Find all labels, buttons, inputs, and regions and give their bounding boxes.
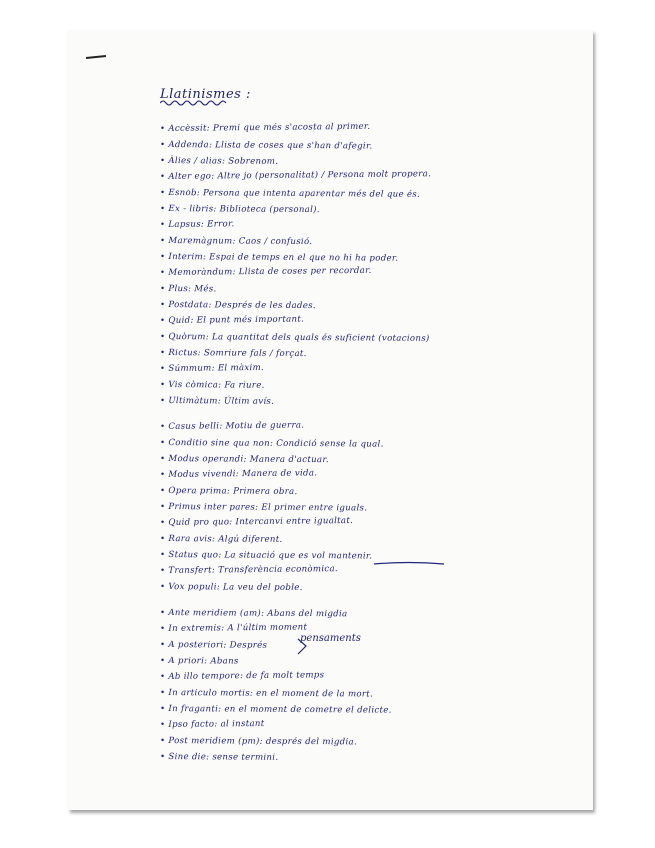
list-item: • Súmmum: El màxim. [159,362,265,374]
list-item: • Transfert: Transferència econòmica. [159,564,338,576]
list-item: • In fraganti: en el moment de cometre el delicte. [159,704,392,716]
list-item: • A priori: Abans [159,656,239,667]
list-item: • Ex - libris: Biblioteca (personal). [159,204,320,216]
list-item: • Vis còmica: Fa riure. [159,380,265,391]
list-item: • Ante meridiem (am): Abans del migdia [159,608,348,620]
list-item: • Lapsus: Error. [159,219,235,230]
list-item: • Modus operandi: Manera d'actuar. [159,454,329,466]
list-item: • Casus belli: Motiu de guerra. [159,420,305,432]
list-item: • Modus vivendi: Manera de vida. [159,468,318,480]
list-item: • Quid pro quo: Intercanvi entre igualtat. [159,515,354,528]
list-item: • Quòrum: La quantitat dels quals és suficient (votacions) [159,332,430,344]
list-item: • Opera prima: Primera obra. [159,486,298,497]
list-item: • A posteriori: Després [159,640,268,651]
list-item: • Vox populi: La veu del poble. [159,582,303,593]
list-item: • Ipso facto: al instant [159,718,265,730]
word-underline [374,561,444,567]
list-item: • Quid: El punt més important. [159,314,305,326]
list-item: • Addenda: Llista de coses que s'han d'afegir. [159,140,373,152]
list-item: • Àlies / alias: Sobrenom. [159,156,279,167]
list-item: • Primus inter pares: El primer entre iguals. [159,502,368,514]
list-item: • Alter ego: Altre jo (personalitat) / Persona molt propera. [159,169,432,182]
list-item: • In extremis: A l'últim moment [159,622,308,634]
list-item: • Esnob: Persona que intenta aparentar més del que és. [159,188,421,200]
list-item: • Accèssit: Premi que més s'acosta al primer. [159,121,371,134]
list-item: • Post meridiem (pm): després del migdia. [159,736,358,748]
list-item: • In articulo mortis: en el moment de la mort. [159,688,374,700]
list-item: • Memoràndum: Llista de coses per recordar. [159,265,372,278]
brace-note: pensaments [300,633,361,644]
list-item: • Ab illo tempore: de fa molt temps [159,670,325,682]
list-item: • Rictus: Somriure fals / forçat. [159,348,307,360]
list-item: • Plus: Més. [159,284,217,295]
page-title: Llatinismes : [160,87,251,102]
list-item: • Ultimàtum: Últim avís. [159,396,275,407]
list-item: • Conditio sine qua non: Condició sense la qual. [159,438,384,450]
list-item: • Sine die: sense termini. [159,752,279,763]
list-item: • Rara avis: Algú diferent. [159,534,283,545]
list-item: • Status quo: La situació que es vol mantenir. [159,550,373,562]
list-item: • Postdata: Després de les dades. [159,300,316,312]
list-item: • Maremàgnum: Caos / confusió. [159,236,313,248]
list-item: • Interim: Espai de temps en el que no hi ha poder. [159,252,399,264]
